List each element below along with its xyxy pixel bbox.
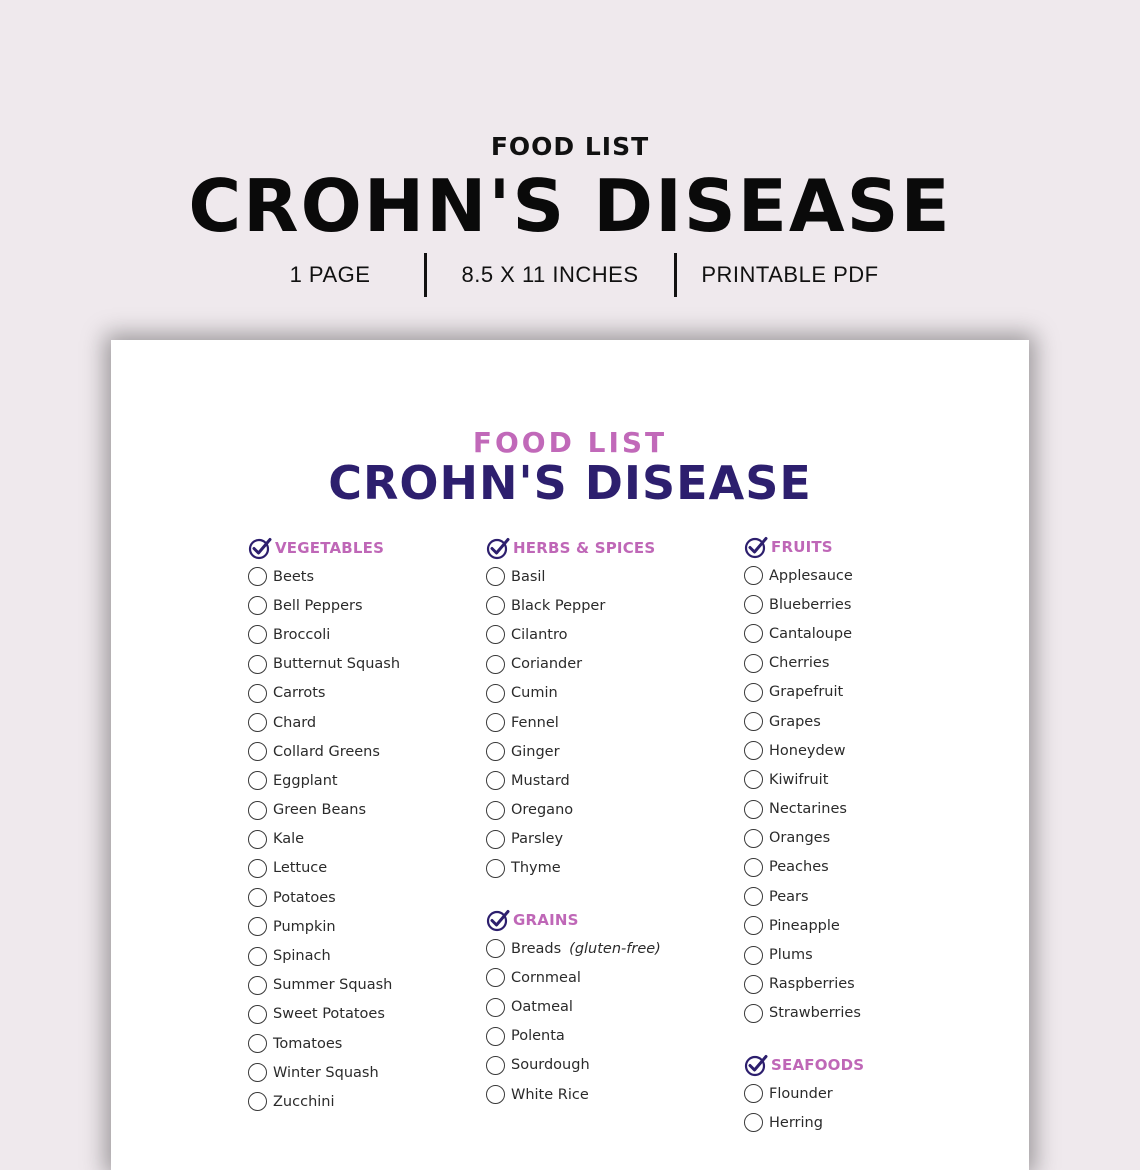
checklist-item-label: Oregano — [511, 802, 574, 819]
checklist-item-grapefruit — [744, 678, 864, 707]
checklist-item-lettuce — [248, 854, 400, 883]
checklist-item-plums — [744, 940, 864, 969]
empty-checkbox-circle — [744, 946, 763, 965]
spec-format: PRINTABLE PDF — [701, 262, 879, 287]
checklist-item-label: Oatmeal — [511, 999, 573, 1016]
checklist-item-label: Collard Greens — [273, 743, 380, 760]
empty-checkbox-circle — [248, 830, 267, 849]
column-right — [744, 532, 864, 1137]
spec-pages: 1 PAGE — [289, 262, 371, 287]
empty-checkbox-circle — [744, 770, 763, 789]
checklist-item-nectarines — [744, 795, 864, 824]
checklist-item-kiwifruit — [744, 765, 864, 794]
spec-divider — [424, 253, 427, 297]
empty-checkbox-circle — [486, 998, 505, 1017]
empty-checkbox-circle — [486, 859, 505, 878]
checklist-item-label: Chard — [273, 714, 317, 731]
checklist-item-white-rice — [486, 1080, 661, 1109]
checklist-item-label: Pumpkin — [273, 918, 336, 935]
checklist-item-label: Plums — [769, 947, 813, 964]
checklist-item-label: Polenta — [511, 1028, 565, 1045]
checklist-item-label: Eggplant — [273, 772, 338, 789]
header-subtitle: FOOD LIST — [490, 132, 650, 161]
checklist-item-label: Black Pepper — [511, 597, 606, 614]
checked-circle-icon — [486, 908, 510, 932]
checklist-item-label: Herring — [769, 1114, 823, 1131]
checklist-item-winter-squash — [248, 1058, 400, 1087]
empty-checkbox-circle — [744, 858, 763, 877]
section-spacer — [486, 883, 661, 905]
empty-checkbox-circle — [744, 712, 763, 731]
empty-checkbox-circle — [744, 624, 763, 643]
section-heading-herbs-spices — [486, 533, 661, 562]
empty-checkbox-circle — [744, 1113, 763, 1132]
checklist-item-oranges — [744, 824, 864, 853]
checklist-item-herring — [744, 1108, 864, 1137]
checklist-item-label: Kale — [273, 831, 305, 848]
checklist-item-carrots — [248, 679, 400, 708]
checklist-item-label: White Rice — [511, 1086, 589, 1103]
checklist-item-blueberries — [744, 590, 864, 619]
empty-checkbox-circle — [248, 859, 267, 878]
empty-checkbox-circle — [744, 595, 763, 614]
checklist-item-pears — [744, 882, 864, 911]
checklist-item-label: Oranges — [769, 830, 831, 847]
empty-checkbox-circle — [248, 947, 267, 966]
checklist-item-label: Fennel — [511, 714, 559, 731]
checklist-item-ginger — [486, 737, 661, 766]
empty-checkbox-circle — [248, 1034, 267, 1053]
checklist-item-flounder — [744, 1079, 864, 1108]
empty-checkbox-circle — [248, 888, 267, 907]
empty-checkbox-circle — [486, 742, 505, 761]
checklist-item-label: Carrots — [273, 685, 326, 702]
checklist-item-oregano — [486, 796, 661, 825]
section-heading-seafoods — [744, 1050, 864, 1079]
section-heading-grains — [486, 905, 661, 934]
checklist-item-breads — [486, 934, 661, 963]
checklist-item-collard-greens — [248, 737, 400, 766]
checklist-item-label: Breads — [511, 940, 562, 957]
checklist-item-label: Broccoli — [273, 626, 331, 643]
empty-checkbox-circle — [248, 801, 267, 820]
checklist-item-label: Potatoes — [273, 889, 336, 906]
checklist-item-cornmeal — [486, 963, 661, 992]
checklist-item-polenta — [486, 1022, 661, 1051]
empty-checkbox-circle — [744, 887, 763, 906]
empty-checkbox-circle — [248, 1092, 267, 1111]
checklist-item-pumpkin — [248, 912, 400, 941]
empty-checkbox-circle — [744, 741, 763, 760]
empty-checkbox-circle — [486, 939, 505, 958]
empty-checkbox-circle — [248, 917, 267, 936]
spec-size: 8.5 X 11 INCHES — [461, 262, 639, 287]
empty-checkbox-circle — [486, 968, 505, 987]
section-heading-vegetables — [248, 533, 400, 562]
empty-checkbox-circle — [248, 1063, 267, 1082]
checklist-item-label: Honeydew — [769, 742, 846, 759]
checklist-item-label: Flounder — [769, 1085, 833, 1102]
checked-circle-icon — [486, 536, 510, 560]
checklist-item-beets — [248, 562, 400, 591]
empty-checkbox-circle — [486, 830, 505, 849]
empty-checkbox-circle — [744, 975, 763, 994]
column-left — [248, 533, 400, 1117]
checklist-item-label: Bell Peppers — [273, 597, 363, 614]
header-title: CROHN'S DISEASE — [188, 164, 952, 248]
checklist-item-label: Cantaloupe — [769, 625, 852, 642]
checked-circle-icon — [744, 535, 768, 559]
checklist-item-label: Lettuce — [273, 860, 328, 877]
checklist-item-parsley — [486, 825, 661, 854]
checklist-item-label: Pineapple — [769, 917, 840, 934]
checklist-item-fennel — [486, 708, 661, 737]
checklist-item-eggplant — [248, 766, 400, 795]
checklist-item-label: Sourdough — [511, 1057, 590, 1074]
empty-checkbox-circle — [744, 683, 763, 702]
checklist-item-bell-peppers — [248, 591, 400, 620]
checklist-item-label: Cumin — [511, 685, 558, 702]
checklist-item-oatmeal — [486, 992, 661, 1021]
empty-checkbox-circle — [486, 1085, 505, 1104]
checklist-item-thyme — [486, 854, 661, 883]
empty-checkbox-circle — [248, 684, 267, 703]
checklist-item-broccoli — [248, 620, 400, 649]
section-spacer — [744, 1028, 864, 1050]
empty-checkbox-circle — [248, 976, 267, 995]
empty-checkbox-circle — [486, 713, 505, 732]
empty-checkbox-circle — [248, 742, 267, 761]
checklist-item-label: Basil — [511, 568, 546, 585]
empty-checkbox-circle — [486, 684, 505, 703]
checklist-item-label: Blueberries — [769, 596, 852, 613]
sheet-subtitle: FOOD LIST — [472, 426, 668, 459]
column-middle — [486, 533, 661, 1109]
empty-checkbox-circle — [744, 916, 763, 935]
checklist-item-label: Tomatoes — [273, 1035, 343, 1052]
empty-checkbox-circle — [486, 771, 505, 790]
checklist-item-cantaloupe — [744, 619, 864, 648]
checked-circle-icon — [744, 1053, 768, 1077]
printable-sheet — [111, 340, 1029, 1170]
checklist-item-potatoes — [248, 883, 400, 912]
checklist-item-strawberries — [744, 999, 864, 1028]
checklist-item-raspberries — [744, 970, 864, 999]
checklist-item-zucchini — [248, 1087, 400, 1116]
empty-checkbox-circle — [486, 1027, 505, 1046]
checklist-item-cilantro — [486, 620, 661, 649]
checklist-item-butternut-squash — [248, 650, 400, 679]
checklist-item-cumin — [486, 679, 661, 708]
spec-divider — [674, 253, 677, 297]
section-heading-label: HERBS & SPICES — [513, 538, 656, 557]
checklist-item-label: Coriander — [511, 656, 583, 673]
empty-checkbox-circle — [248, 655, 267, 674]
empty-checkbox-circle — [486, 567, 505, 586]
empty-checkbox-circle — [744, 566, 763, 585]
checklist-item-label: Green Beans — [273, 802, 367, 819]
item-note: (gluten-free) — [569, 940, 661, 957]
checklist-item-label: Cherries — [769, 655, 830, 672]
checklist-item-basil — [486, 562, 661, 591]
section-heading-label: SEAFOODS — [771, 1055, 865, 1074]
checklist-item-label: Ginger — [511, 743, 560, 760]
checklist-item-mustard — [486, 766, 661, 795]
checklist-item-green-beans — [248, 796, 400, 825]
checklist-item-sourdough — [486, 1051, 661, 1080]
checklist-item-label: Zucchini — [273, 1093, 335, 1110]
checklist-item-label: Pears — [769, 888, 809, 905]
checklist-item-label: Strawberries — [769, 1005, 861, 1022]
empty-checkbox-circle — [744, 654, 763, 673]
checklist-item-label: Peaches — [769, 859, 829, 876]
section-heading-label: FRUITS — [771, 537, 833, 556]
empty-checkbox-circle — [248, 713, 267, 732]
checklist-item-label: Nectarines — [769, 801, 847, 818]
checked-circle-icon — [248, 536, 272, 560]
checklist-item-tomatoes — [248, 1029, 400, 1058]
checklist-item-peaches — [744, 853, 864, 882]
checklist-item-honeydew — [744, 736, 864, 765]
checklist-item-summer-squash — [248, 971, 400, 1000]
sheet-title: CROHN'S DISEASE — [328, 456, 812, 510]
section-heading-label: GRAINS — [513, 910, 579, 929]
empty-checkbox-circle — [248, 625, 267, 644]
empty-checkbox-circle — [248, 771, 267, 790]
checklist-item-label: Summer Squash — [273, 977, 393, 994]
checklist-item-pineapple — [744, 911, 864, 940]
empty-checkbox-circle — [486, 801, 505, 820]
empty-checkbox-circle — [248, 567, 267, 586]
checklist-item-coriander — [486, 650, 661, 679]
section-heading-fruits — [744, 532, 864, 561]
checklist-item-label: Grapes — [769, 713, 821, 730]
checklist-item-chard — [248, 708, 400, 737]
checklist-item-grapes — [744, 707, 864, 736]
checklist-item-label: Applesauce — [769, 567, 853, 584]
empty-checkbox-circle — [486, 655, 505, 674]
empty-checkbox-circle — [744, 1084, 763, 1103]
checklist-item-label: Cilantro — [511, 626, 568, 643]
checklist-item-label: Mustard — [511, 772, 570, 789]
checklist-item-black-pepper — [486, 591, 661, 620]
checklist-item-label: Kiwifruit — [769, 771, 829, 788]
checklist-item-label: Beets — [273, 568, 315, 585]
checklist-item-applesauce — [744, 561, 864, 590]
empty-checkbox-circle — [744, 1004, 763, 1023]
empty-checkbox-circle — [744, 800, 763, 819]
checklist-item-label: Parsley — [511, 831, 564, 848]
checklist-item-label: Thyme — [511, 860, 561, 877]
checklist-item-label: Sweet Potatoes — [273, 1006, 385, 1023]
empty-checkbox-circle — [248, 596, 267, 615]
section-heading-label: VEGETABLES — [275, 538, 385, 557]
empty-checkbox-circle — [248, 1005, 267, 1024]
checklist-item-sweet-potatoes — [248, 1000, 400, 1029]
checklist-item-label: Cornmeal — [511, 969, 581, 986]
empty-checkbox-circle — [486, 1056, 505, 1075]
empty-checkbox-circle — [486, 625, 505, 644]
checklist-item-cherries — [744, 649, 864, 678]
checklist-item-label: Spinach — [273, 948, 331, 965]
checklist-item-label: Grapefruit — [769, 684, 844, 701]
checklist-item-label: Winter Squash — [273, 1064, 379, 1081]
spec-bar — [250, 252, 890, 298]
checklist-item-label: Raspberries — [769, 976, 855, 993]
empty-checkbox-circle — [486, 596, 505, 615]
checklist-item-spinach — [248, 941, 400, 970]
empty-checkbox-circle — [744, 829, 763, 848]
checklist-item-kale — [248, 825, 400, 854]
checklist-item-label: Butternut Squash — [273, 656, 401, 673]
